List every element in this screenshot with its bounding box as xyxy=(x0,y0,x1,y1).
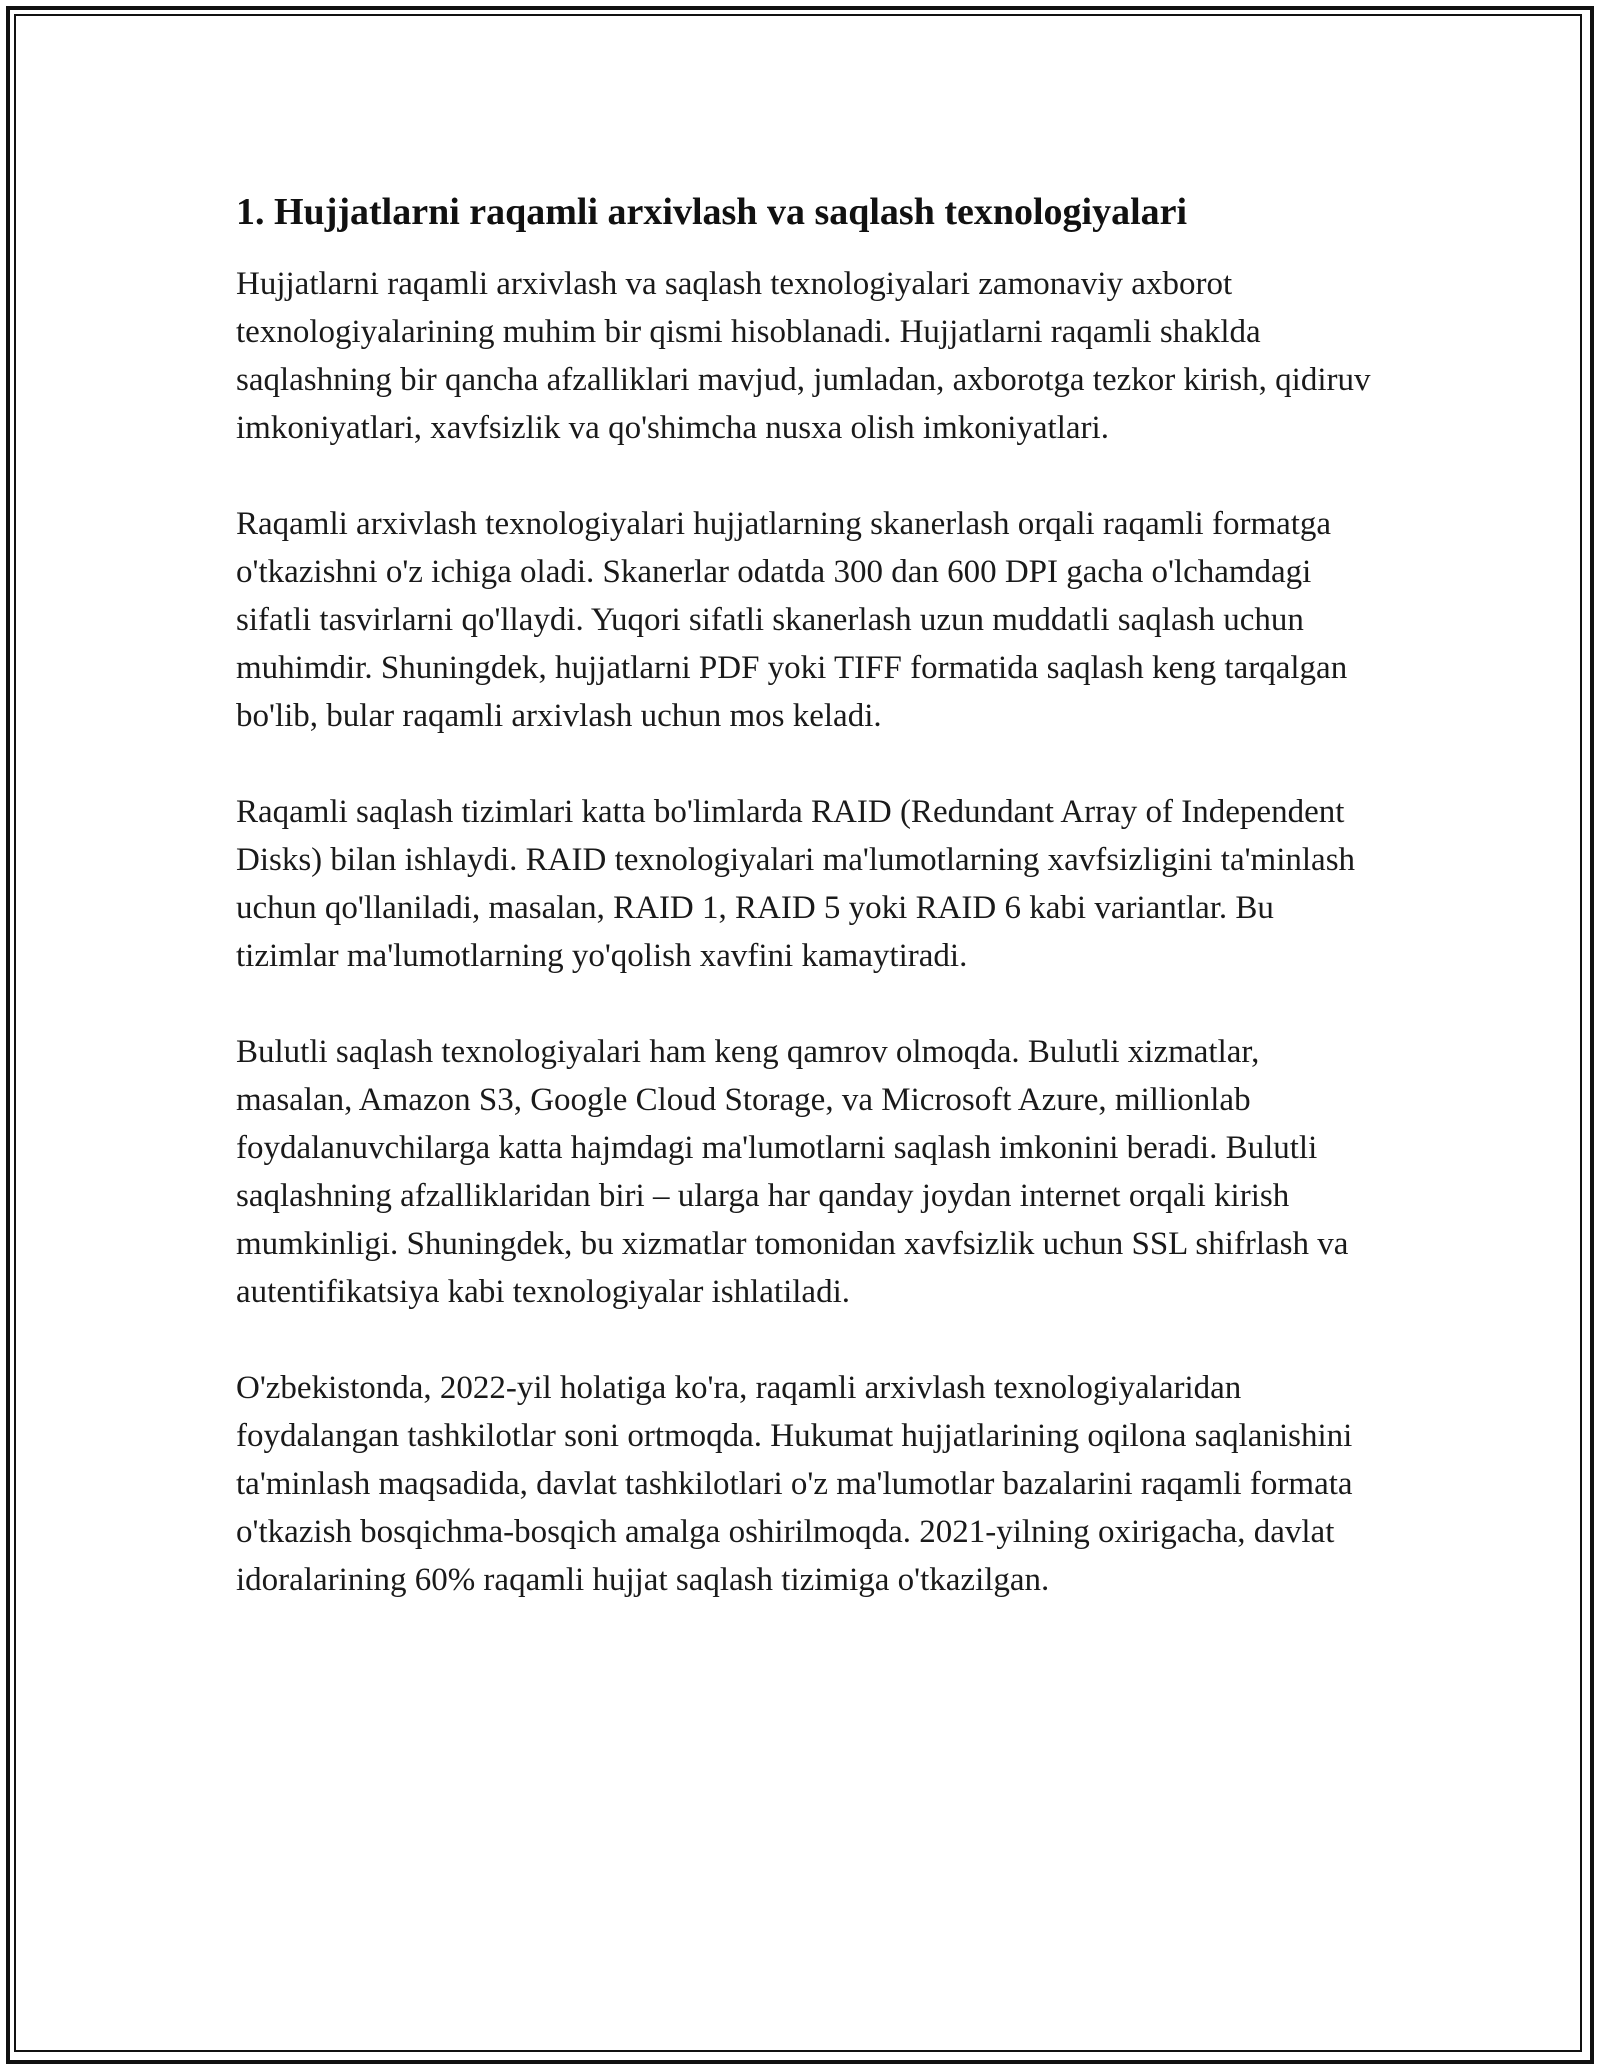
paragraph-intro: Hujjatlarni raqamli arxivlash va saqlash texnologiyalari zamonaviy axborot texnologiyalarining muhim bir qismi hisoblanadi. Hujjatlarni raqamli shaklda saqlashning bir qancha afzalliklari mavjud, jumladan, axborotga tezkor kirish, qidiruv imkoniyatlari, xavfsizlik va qo'shimcha nusxa olish imkoniyatlari. xyxy=(236,266,1371,446)
paragraph-raid: Raqamli saqlash tizimlari katta bo'limlarda RAID (Redundant Array of Independent Disks) bilan ishlaydi. RAID texnologiyalari ma'lumotlarning xavfsizligini ta'minlash uchun qo'llaniladi, masalan, RAID 1, RAID 5 yoki RAID 6 kabi variantlar. Bu tizimlar ma'lumotlarning yo'qolish xavfini kamaytiradi. xyxy=(236,794,1356,974)
document-body xyxy=(236,186,1376,1652)
section-heading: 1. Hujjatlarni raqamli arxivlash va saqlash texnologiyalari xyxy=(236,191,1188,233)
paragraph-cloud: Bulutli saqlash texnologiyalari ham keng qamrov olmoqda. Bulutli xizmatlar, masalan, Amazon S3, Google Cloud Storage, va Microsoft Azure, millionlab foydalanuvchilarga katta hajmdagi ma'lumotlarni saqlash imkonini beradi. Bulutli saqlashning afzalliklaridan biri – ularga har qanday joydan internet orqali kirish mumkinligi. Shuningdek, bu xizmatlar tomonidan xavfsizlik uchun SSL shifrlash va autentifikatsiya kabi texnologiyalar ishlatiladi. xyxy=(236,1034,1349,1310)
paragraph-uzbekistan: O'zbekistonda, 2022-yil holatiga ko'ra, raqamli arxivlash texnologiyalaridan foydalangan tashkilotlar soni ortmoqda. Hukumat hujjatlarining oqilona saqlanishini ta'minlash maqsadida, davlat tashkilotlari o'z ma'lumotlar bazalarini raqamli formata o'tkazish bosqichma-bosqich amalga oshirilmoqda. 2021-yilning oxirigacha, davlat idoralarining 60% raqamli hujjat saqlash tizimiga o'tkazilgan. xyxy=(236,1370,1353,1598)
paragraph-scanning: Raqamli arxivlash texnologiyalari hujjatlarning skanerlash orqali raqamli formatga o'tkazishni o'z ichiga oladi. Skanerlar odatda 300 dan 600 DPI gacha o'lchamdagi sifatli tasvirlarni qo'llaydi. Yuqori sifatli skanerlash uzun muddatli saqlash uchun muhimdir. Shuningdek, hujjatlarni PDF yoki TIFF formatida saqlash keng tarqalgan bo'lib, bular raqamli arxivlash uchun mos keladi. xyxy=(236,506,1348,734)
